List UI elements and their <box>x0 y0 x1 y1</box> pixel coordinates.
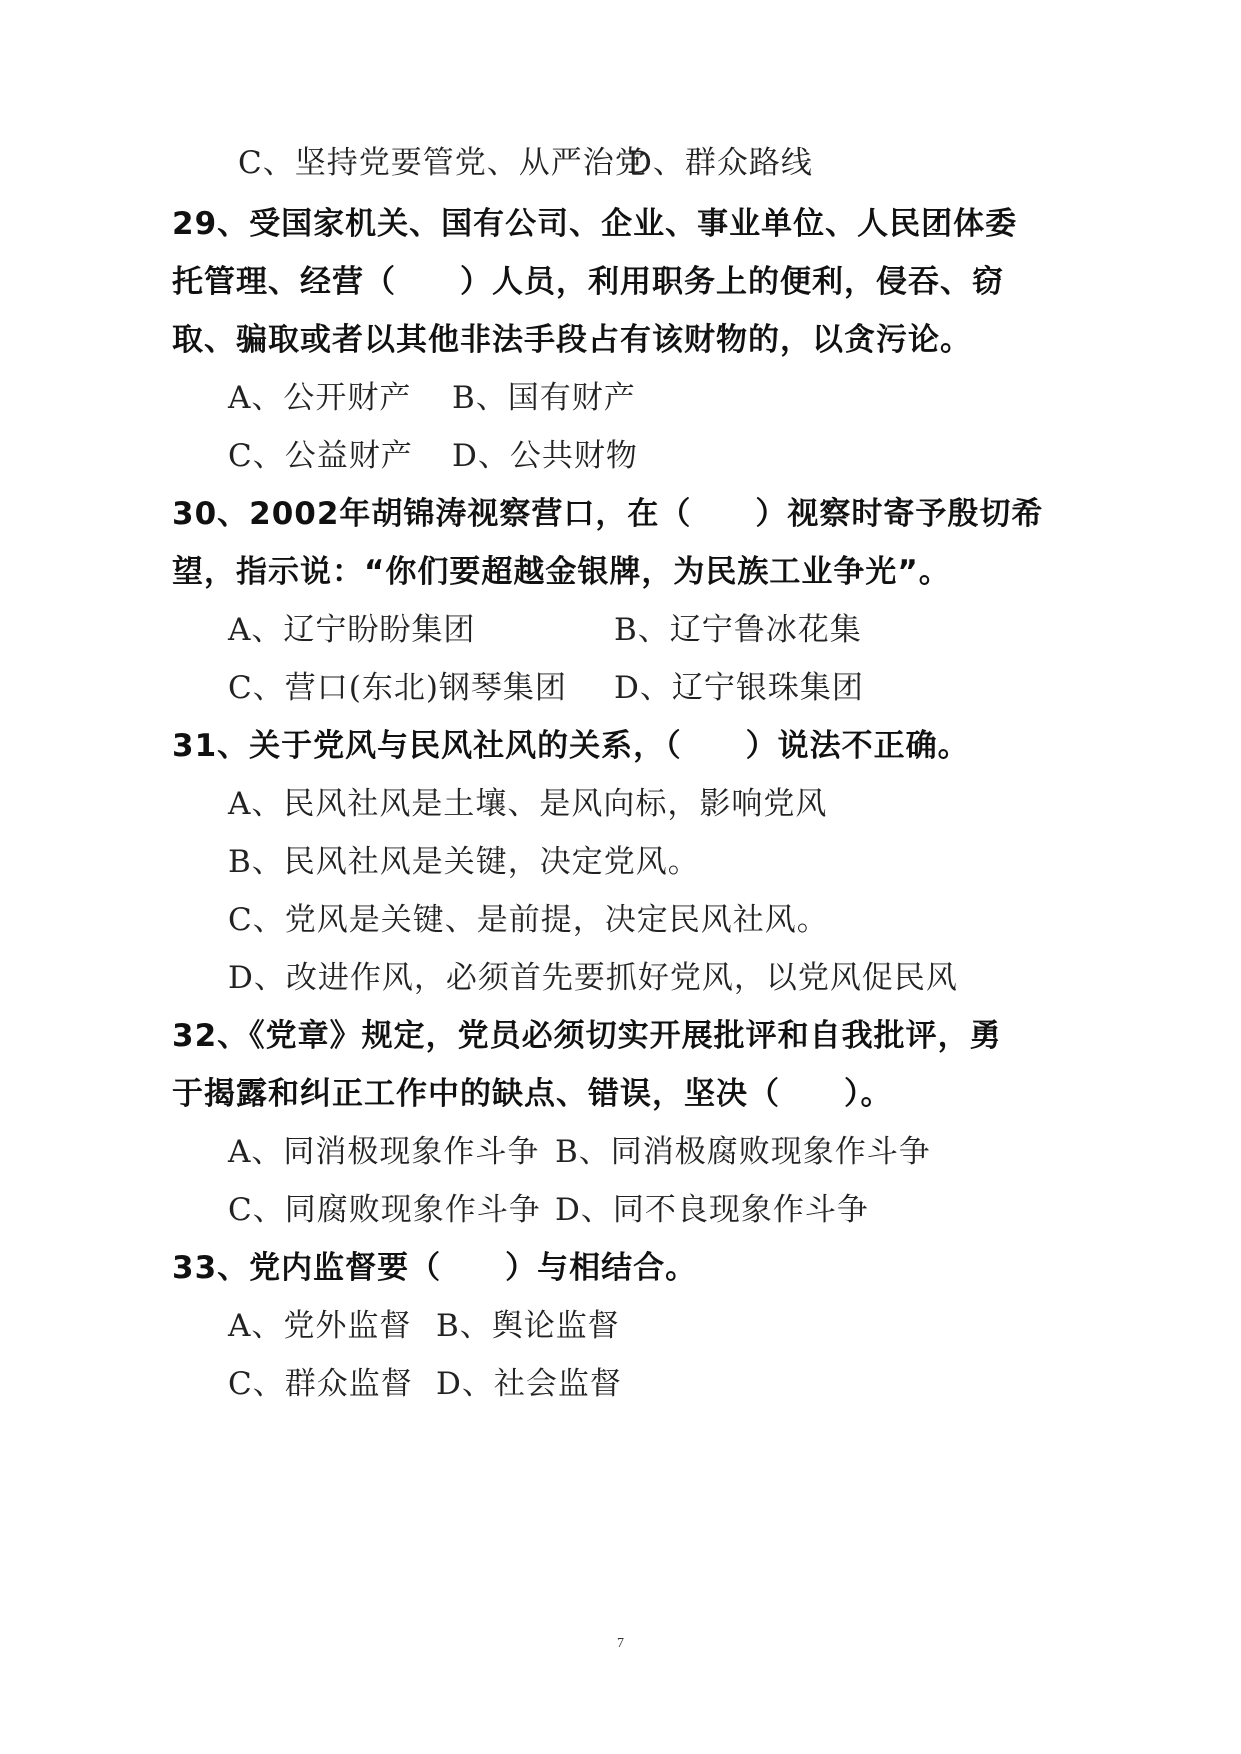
question-33-line-1: 33、党内监督要（ ）与相结合。 <box>172 1250 698 1286</box>
question-29-option-d: D、公共财物 <box>452 438 638 474</box>
question-31-option-d: D、改进作风，必须首先要抓好党风，以党风促民风 <box>228 960 958 996</box>
question-32-option-d: D、同不良现象作斗争 <box>555 1192 869 1228</box>
question-30-line-1: 30、2002年胡锦涛视察营口，在（ ）视察时寄予殷切希 <box>172 496 1044 532</box>
question-31-option-a: A、民风社风是土壤、是风向标，影响党风 <box>228 786 828 822</box>
question-29-option-b: B、国有财产 <box>452 380 636 416</box>
question-33-option-a: A、党外监督 <box>228 1308 412 1344</box>
question-30-option-b: B、辽宁鲁冰花集 <box>614 612 862 648</box>
question-32-line-1: 32、《党章》规定，党员必须切实开展批评和自我批评，勇 <box>172 1018 1002 1054</box>
question-32-option-a: A、同消极现象作斗争 <box>228 1134 540 1170</box>
question-33-option-c: C、群众监督 <box>228 1366 413 1402</box>
question-29-line-1: 29、受国家机关、国有公司、企业、事业单位、人民团体委 <box>172 206 1018 242</box>
question-29-option-c: C、公益财产 <box>228 438 413 474</box>
question-29-line-2: 托管理、经营（ ）人员，利用职务上的便利，侵吞、窃 <box>172 264 1004 300</box>
question-30-line-2: 望，指示说：“你们要超越金银牌，为民族工业争光”。 <box>172 554 951 590</box>
question-33-option-d: D、社会监督 <box>436 1366 622 1402</box>
question-33-option-b: B、舆论监督 <box>436 1308 620 1344</box>
question-30-option-c: C、营口(东北)钢琴集团 <box>228 670 567 706</box>
option-c-prev: C、坚持党要管党、从严治党 <box>238 145 647 181</box>
option-d-prev: D、群众路线 <box>627 145 813 181</box>
question-32-option-b: B、同消极腐败现象作斗争 <box>555 1134 931 1170</box>
question-31-option-c: C、党风是关键、是前提，决定民风社风。 <box>228 902 829 938</box>
question-31-option-b: B、民风社风是关键，决定党风。 <box>228 844 700 880</box>
question-32-line-2: 于揭露和纠正工作中的缺点、错误，坚决（ ）。 <box>172 1076 893 1112</box>
question-32-option-c: C、同腐败现象作斗争 <box>228 1192 541 1228</box>
question-29-line-3: 取、骗取或者以其他非法手段占有该财物的，以贪污论。 <box>172 322 972 358</box>
page-number: 7 <box>617 1636 624 1651</box>
question-29-option-a: A、公开财产 <box>228 380 412 416</box>
question-30-option-a: A、辽宁盼盼集团 <box>228 612 476 648</box>
question-31-line-1: 31、关于党风与民风社风的关系，（ ）说法不正确。 <box>172 728 970 764</box>
question-30-option-d: D、辽宁银珠集团 <box>614 670 864 706</box>
